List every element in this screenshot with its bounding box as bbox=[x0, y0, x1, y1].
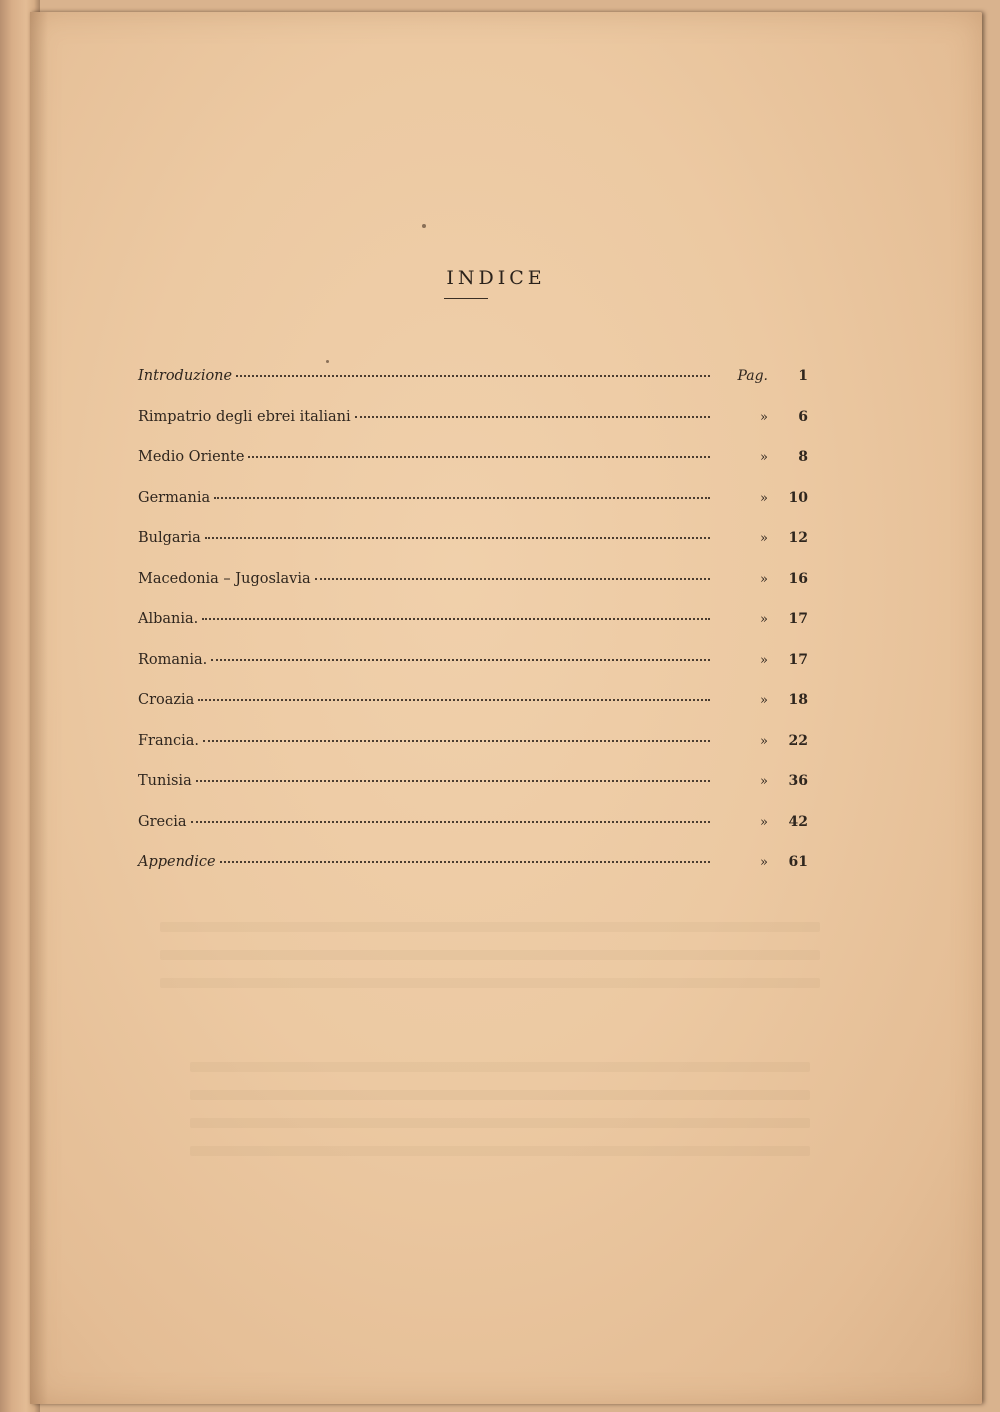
table-of-contents bbox=[138, 368, 808, 895]
bleed-through-line bbox=[160, 978, 820, 988]
page-number: 18 bbox=[788, 692, 808, 708]
page-number: 17 bbox=[788, 611, 808, 627]
toc-entry-title: Macedonia – Jugoslavia bbox=[138, 570, 311, 587]
dot-leader bbox=[203, 740, 710, 742]
page-prefix: » bbox=[760, 652, 768, 668]
dot-leader bbox=[220, 861, 710, 863]
bleed-through-line bbox=[190, 1118, 810, 1128]
bleed-through-line bbox=[190, 1146, 810, 1156]
page-number: 8 bbox=[798, 449, 808, 465]
toc-entry bbox=[138, 692, 808, 733]
page-prefix: Pag. bbox=[737, 368, 768, 384]
toc-entry bbox=[138, 611, 808, 652]
toc-entry bbox=[138, 449, 808, 490]
page-prefix: » bbox=[760, 774, 768, 789]
paper-speck bbox=[326, 360, 329, 363]
page-number: 61 bbox=[788, 854, 808, 870]
dot-leader bbox=[205, 537, 710, 539]
paper-speck bbox=[422, 224, 426, 228]
toc-entry bbox=[138, 409, 808, 450]
title-underline bbox=[444, 298, 488, 299]
dot-leader bbox=[355, 416, 710, 418]
page-number: 6 bbox=[798, 408, 808, 425]
page-number: 42 bbox=[788, 813, 808, 830]
dot-leader bbox=[191, 821, 711, 823]
toc-entry bbox=[138, 814, 808, 855]
page-prefix: » bbox=[760, 733, 768, 749]
toc-entry bbox=[138, 571, 808, 612]
page-prefix: » bbox=[760, 450, 768, 465]
page-number: 1 bbox=[798, 368, 808, 384]
page-prefix: » bbox=[760, 855, 768, 870]
page-prefix: » bbox=[760, 693, 768, 708]
toc-entry-title: Appendice bbox=[138, 854, 216, 870]
page-prefix: » bbox=[760, 814, 768, 830]
dot-leader bbox=[202, 618, 710, 620]
toc-entry bbox=[138, 854, 808, 895]
dot-leader bbox=[211, 659, 710, 661]
toc-entry-title: Germania bbox=[138, 489, 211, 506]
dot-leader bbox=[214, 497, 710, 499]
document-page bbox=[30, 12, 982, 1404]
toc-entry-title: Grecia bbox=[138, 813, 187, 830]
bleed-through-line bbox=[160, 922, 820, 932]
toc-entry bbox=[138, 652, 808, 693]
toc-entry bbox=[138, 368, 808, 409]
page-number: 36 bbox=[788, 773, 808, 789]
dot-leader bbox=[248, 456, 710, 458]
page-prefix: » bbox=[760, 571, 768, 587]
toc-entry-title: Medio Oriente bbox=[138, 449, 245, 465]
toc-entry-title: Francia. bbox=[138, 732, 199, 749]
toc-entry-title: Rimpatrio degli ebrei italiani bbox=[138, 408, 351, 425]
page-number: 12 bbox=[788, 530, 808, 546]
bleed-through-line bbox=[190, 1062, 810, 1072]
page-title: INDICE bbox=[446, 267, 546, 289]
toc-entry bbox=[138, 490, 808, 531]
toc-entry-title: Introduzione bbox=[138, 368, 233, 384]
toc-entry bbox=[138, 530, 808, 571]
page-prefix: » bbox=[760, 612, 768, 627]
bleed-through-line bbox=[160, 950, 820, 960]
toc-entry-title: Romania. bbox=[138, 651, 208, 668]
page-prefix: » bbox=[760, 409, 768, 425]
page-prefix: » bbox=[760, 531, 768, 546]
dot-leader bbox=[315, 578, 710, 580]
toc-entry bbox=[138, 733, 808, 774]
toc-entry-title: Tunisia bbox=[138, 773, 192, 789]
page-number: 22 bbox=[788, 732, 808, 749]
bleed-through-line bbox=[190, 1090, 810, 1100]
dot-leader bbox=[236, 375, 710, 377]
toc-entry-title: Albania. bbox=[138, 611, 199, 627]
toc-entry-title: Bulgaria bbox=[138, 530, 201, 546]
toc-entry-title: Croazia bbox=[138, 692, 195, 708]
toc-entry bbox=[138, 773, 808, 814]
page-prefix: » bbox=[760, 490, 768, 506]
dot-leader bbox=[198, 699, 710, 701]
page-number: 17 bbox=[788, 651, 808, 668]
page-number: 16 bbox=[788, 570, 808, 587]
page-number: 10 bbox=[788, 489, 808, 506]
dot-leader bbox=[196, 780, 710, 782]
